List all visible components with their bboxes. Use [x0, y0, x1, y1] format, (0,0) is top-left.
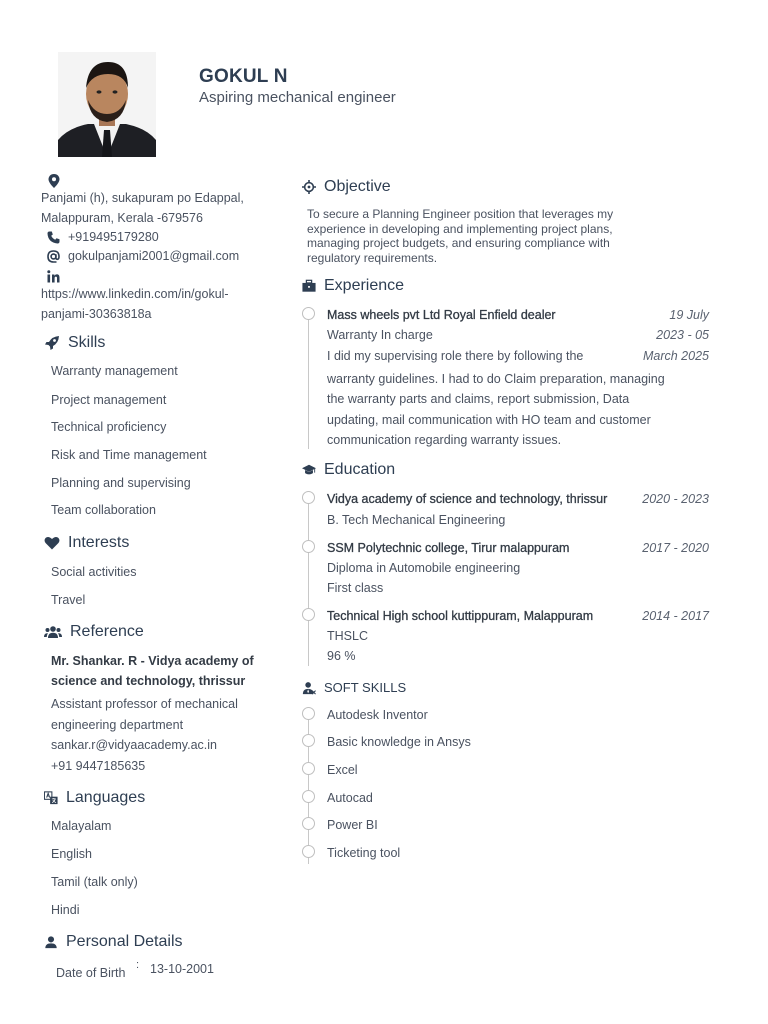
personal-details-title: Personal Details [66, 933, 183, 950]
address-line-1: Panjami (h), sukapuram po Edappal, [41, 191, 244, 205]
profile-photo [58, 52, 156, 157]
education-degree: B. Tech Mechanical Engineering [327, 513, 506, 527]
candidate-name: GOKUL N [199, 66, 288, 87]
interests-title: Interests [68, 534, 130, 551]
experience-company: Mass wheels pvt Ltd Royal Enfield dealer [327, 308, 556, 322]
timeline-dot [302, 540, 315, 553]
person-photo-icon [58, 52, 156, 157]
soft-skill-item: Power BI [327, 818, 378, 832]
experience-description-line: warranty guidelines. I had to do Claim preparation, managing [327, 372, 665, 386]
users-icon [44, 624, 62, 640]
reference-details [51, 694, 238, 776]
soft-skills-heading [302, 680, 406, 695]
phone-icon [47, 231, 60, 244]
interest-item: Social activities [51, 565, 137, 579]
education-timeline-line [308, 502, 309, 666]
skills-heading [44, 334, 105, 352]
candidate-subtitle: Aspiring mechanical engineer [199, 89, 396, 106]
education-date: 2017 - 2020 [642, 541, 709, 555]
languages-title: Languages [66, 789, 146, 806]
soft-skill-item: Autocad [327, 791, 373, 805]
skill-item: Team collaboration [51, 503, 156, 517]
reference-name-line-1: Mr. Shankar. R - Vidya academy of [51, 654, 254, 668]
skill-item: Warranty management [51, 364, 178, 378]
experience-date-1: 19 July [669, 308, 709, 322]
skill-item: Risk and Time management [51, 448, 207, 462]
heart-icon [44, 535, 60, 551]
objective-heading [302, 178, 391, 196]
timeline-dot [302, 817, 315, 830]
briefcase-icon [302, 279, 316, 293]
linkedin-url-line-1: https://www.linkedin.com/in/gokul- [41, 287, 229, 301]
reference-name [51, 652, 254, 691]
experience-heading [302, 277, 404, 295]
objective-line: managing project budgets, and ensuring compliance with [307, 236, 610, 250]
experience-description-line: communication regarding warranty issues. [327, 432, 562, 447]
reference-role-line-2: engineering department [51, 717, 184, 732]
objective-line: To secure a Planning Engineer position that leverages my [307, 207, 614, 221]
experience-description-line: updating, mail communication with HO team and customer [327, 412, 651, 427]
language-item: Malayalam [51, 819, 112, 833]
personal-details-heading [44, 933, 183, 951]
soft-skill-item: Autodesk Inventor [327, 708, 428, 722]
timeline-dot [302, 707, 315, 720]
skill-item: Technical proficiency [51, 420, 167, 434]
objective-text [307, 207, 667, 265]
education-title: Education [324, 461, 396, 478]
crosshair-icon [302, 180, 316, 194]
timeline-dot [302, 734, 315, 747]
education-date: 2014 - 2017 [642, 609, 709, 623]
location-pin-icon [48, 174, 60, 188]
soft-skill-item: Basic knowledge in Ansys [327, 735, 471, 749]
interest-item: Travel [51, 593, 86, 607]
timeline-dot [302, 845, 315, 858]
experience-description [327, 369, 665, 450]
phone-number: +919495179280 [68, 230, 159, 244]
dob-separator: : [136, 959, 140, 971]
language-item: English [51, 847, 92, 861]
dob-label: Date of Birth [56, 966, 126, 980]
languages-heading [44, 789, 145, 807]
experience-role: Warranty In charge [327, 328, 433, 342]
linkedin-url[interactable] [41, 285, 229, 324]
education-school: SSM Polytechnic college, Tirur malappuram [327, 541, 570, 555]
experience-description-line: the warranty parts and claims, report submission, Data [327, 392, 630, 407]
experience-title: Experience [324, 277, 405, 294]
objective-line: regulatory requirements. [307, 250, 438, 265]
soft-skill-item: Ticketing tool [327, 846, 401, 860]
user-tie-icon [302, 681, 316, 695]
address-line-2: Malappuram, Kerala -679576 [41, 210, 203, 225]
education-school: Vidya academy of science and technology, thrissur [327, 492, 608, 506]
at-sign-icon [47, 250, 60, 263]
education-grade: First class [327, 581, 384, 595]
linkedin-url-line-2: panjami-30363818a [41, 306, 152, 321]
skill-item: Planning and supervising [51, 476, 191, 490]
education-school: Technical High school kuttippuram, Malappuram [327, 609, 594, 623]
dob-value: 13-10-2001 [150, 962, 214, 976]
education-degree: THSLC [327, 629, 368, 643]
rocket-icon [44, 335, 60, 351]
address [41, 189, 244, 228]
education-date: 2020 - 2023 [642, 492, 709, 506]
skills-title: Skills [68, 334, 106, 351]
experience-date-3: March 2025 [642, 349, 709, 363]
experience-timeline-line [308, 318, 309, 449]
education-degree: Diploma in Automobile engineering [327, 561, 521, 575]
linkedin-icon [47, 270, 60, 283]
education-heading [302, 461, 395, 479]
timeline-dot [302, 491, 315, 504]
objective-line: experience in developing and implementing project plans, [307, 221, 613, 236]
reference-heading [44, 623, 144, 641]
experience-date-2: 2023 - 05 [656, 328, 709, 342]
reference-title: Reference [70, 623, 144, 640]
timeline-dot [302, 762, 315, 775]
email-address: gokulpanjami2001@gmail.com [68, 249, 240, 263]
translate-icon [44, 791, 58, 805]
education-grade: 96 % [327, 649, 356, 663]
user-icon [44, 935, 58, 949]
timeline-dot [302, 608, 315, 621]
interests-heading [44, 534, 129, 552]
timeline-dot [302, 307, 315, 320]
soft-skill-item: Excel [327, 763, 358, 777]
skill-item: Project management [51, 393, 167, 407]
language-item: Tamil (talk only) [51, 875, 138, 889]
reference-role-line-1: Assistant professor of mechanical [51, 697, 238, 711]
soft-skills-title: SOFT SKILLS [324, 680, 407, 695]
reference-phone: +91 9447185635 [51, 758, 146, 773]
reference-email: sankar.r@vidyaacademy.ac.in [51, 738, 218, 752]
experience-description-line: I did my supervising role there by following the [327, 349, 584, 363]
timeline-dot [302, 790, 315, 803]
language-item: Hindi [51, 903, 80, 917]
graduation-cap-icon [302, 463, 316, 477]
reference-name-line-2: science and technology, thrissur [51, 673, 246, 688]
objective-title: Objective [324, 178, 391, 195]
